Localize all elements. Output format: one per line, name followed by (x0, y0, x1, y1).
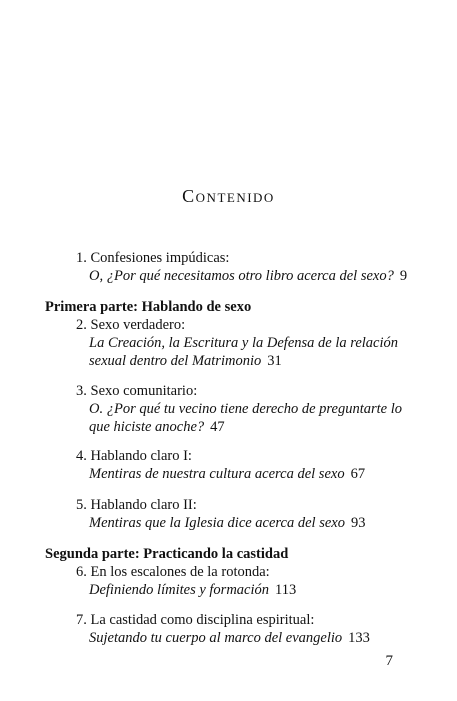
toc-entry-7-page: 133 (348, 630, 370, 646)
toc-entry-2-label: 2. Sexo verdadero: (76, 317, 186, 333)
toc-entry-4-subtitle (89, 465, 365, 483)
toc-entry-6-subtitle (89, 581, 296, 599)
toc-entry-6-label: 6. En los escalones de la rotonda: (76, 564, 270, 580)
toc-entry-5-subtitle (89, 514, 365, 532)
toc-entry-2-subtitle (89, 352, 282, 370)
toc-entry-3-subtitle-line-2: que hiciste anoche? (89, 419, 205, 435)
toc-entry-6-subtitle-line-1: Definiendo límites y formación (89, 582, 270, 598)
toc-entry-3-page: 47 (210, 419, 225, 435)
page-title: Contenido (182, 186, 275, 206)
toc-entry-4-page: 67 (350, 466, 366, 482)
toc-entry-2-page: 31 (267, 353, 282, 369)
part-heading-2: Segunda parte: Practicando la castidad (45, 546, 289, 562)
toc-entry-3-label: 3. Sexo comunitario: (76, 383, 198, 399)
toc-entry-1-subtitle (89, 267, 407, 285)
part-heading-1: Primera parte: Hablando de sexo (45, 299, 252, 315)
toc-entry-2-subtitle-line-2: sexual dentro del Matrimonio (89, 353, 262, 369)
toc-entry-7-subtitle (89, 629, 370, 647)
toc-entry-1-page: 9 (399, 268, 408, 284)
toc-entry-3-subtitle-line-1: O. ¿Por qué tu vecino tiene derecho de preguntarte lo (89, 401, 403, 417)
toc-entry-5-page: 93 (350, 515, 366, 531)
toc-entry-4-label: 4. Hablando claro I: (76, 448, 192, 464)
toc-entry-7-label: 7. La castidad como disciplina espiritual: (76, 612, 315, 628)
toc-entry-7-subtitle-line-1: Sujetando tu cuerpo al marco del evangelio (89, 630, 343, 646)
toc-entry-6-page: 113 (275, 582, 297, 598)
page-number: 7 (385, 653, 393, 669)
toc-entry-1-label: 1. Confesiones impúdicas: (76, 250, 230, 266)
toc-entry-4-subtitle-line-1: Mentiras de nuestra cultura acerca del sexo (89, 466, 345, 482)
toc-entry-2-subtitle-line-1: La Creación, la Escritura y la Defensa de la relación (89, 335, 399, 351)
toc-entry-1-subtitle-line-1: O, ¿Por qué necesitamos otro libro acerca del sexo? (89, 268, 394, 284)
toc-entry-5-label: 5. Hablando claro II: (76, 497, 197, 513)
toc-entry-5-subtitle-line-1: Mentiras que la Iglesia dice acerca del sexo (89, 515, 345, 531)
toc-entry-3-subtitle (89, 418, 225, 436)
